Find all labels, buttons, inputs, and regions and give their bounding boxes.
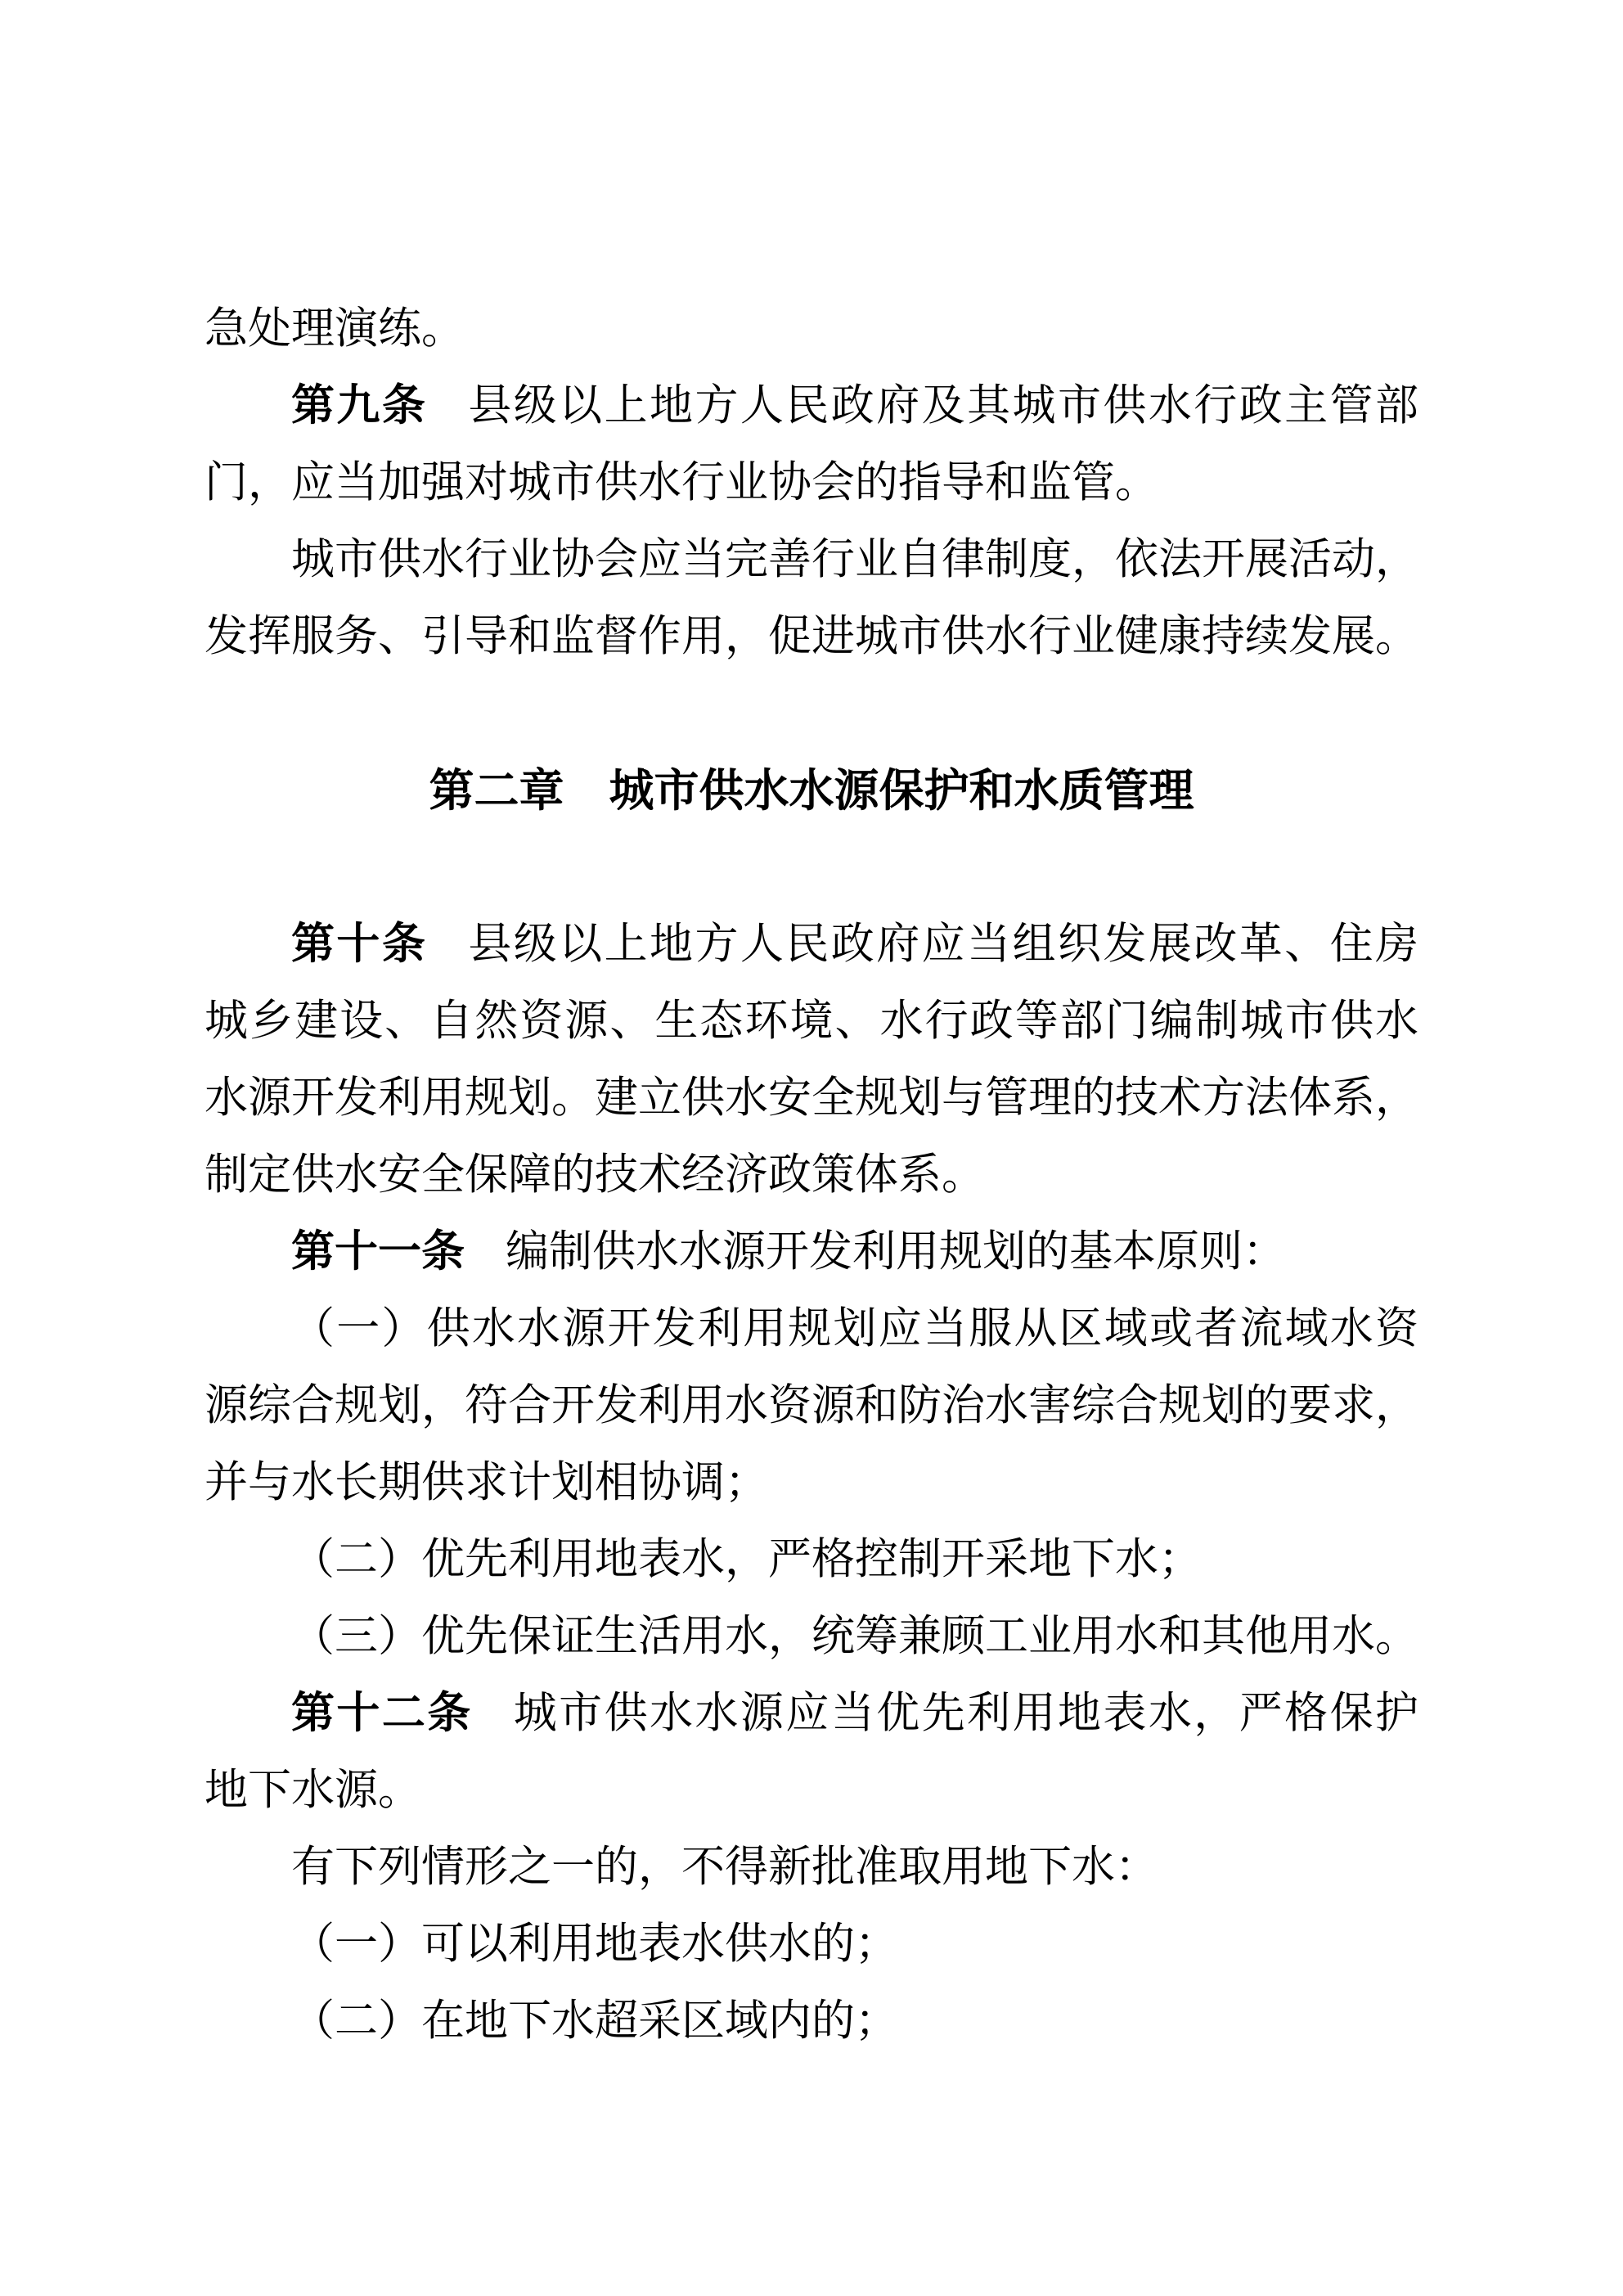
text-line: [205, 1137, 1418, 1213]
line-text: 城市供水行业协会应当完善行业自律制度，依法开展活动，: [291, 536, 1418, 583]
chapter-heading: [205, 752, 1418, 829]
text-line: [205, 598, 1418, 675]
line-text: 源综合规划，符合开发利用水资源和防治水害综合规划的要求，: [205, 1382, 1418, 1429]
line-text: （一）供水水源开发利用规划应当服从区域或者流域水资: [291, 1305, 1418, 1353]
text-line: [205, 1675, 1418, 1752]
line-text: （一）可以利用地表水供水的；: [291, 1920, 898, 1968]
article-number-label: 第十二条: [291, 1689, 473, 1737]
text-line: [205, 367, 1418, 444]
text-line: [205, 1906, 1418, 1983]
line-text: 县级以上地方人民政府及其城市供水行政主管部: [468, 382, 1419, 430]
line-text: 县级以上地方人民政府应当组织发展改革、住房: [468, 921, 1419, 968]
article-number-label: 第九条: [291, 381, 428, 430]
text-line: [205, 1752, 1418, 1829]
text-line: [205, 983, 1418, 1060]
line-text: 制定供水安全保障的技术经济政策体系。: [205, 1151, 985, 1199]
text-line: [205, 1829, 1418, 1906]
article-number-label: 第十条: [291, 920, 428, 968]
text-line: [205, 1290, 1418, 1367]
chapter-title-text: 第二章 城市供水水源保护和水质管理: [429, 765, 1194, 816]
line-text: 发挥服务、引导和监督作用，促进城市供水行业健康持续发展。: [205, 613, 1418, 660]
line-text: （三）优先保证生活用水，统筹兼顾工业用水和其他用水。: [291, 1613, 1418, 1660]
text-line: [205, 290, 1418, 367]
text-line: [205, 1598, 1418, 1675]
line-text: 门，应当加强对城市供水行业协会的指导和监管。: [205, 459, 1158, 506]
line-text: （二）优先利用地表水，严格控制开采地下水；: [291, 1536, 1202, 1583]
line-text: 急处理演练。: [205, 305, 465, 353]
line-text: 城市供水水源应当优先利用地表水，严格保护: [513, 1690, 1419, 1737]
line-text: 城乡建设、自然资源、生态环境、水行政等部门编制城市供水: [205, 997, 1418, 1045]
text-line: [205, 444, 1418, 521]
line-text: （二）在地下水超采区域内的；: [291, 1997, 898, 2045]
line-text: 有下列情形之一的，不得新批准取用地下水：: [291, 1844, 1158, 1891]
line-text: 并与水长期供求计划相协调；: [205, 1459, 768, 1506]
text-line: [205, 1367, 1418, 1444]
document-body: [205, 290, 1418, 2060]
line-text: 地下水源。: [205, 1767, 421, 1814]
line-text: 水源开发利用规划。建立供水安全规划与管理的技术方法体系，: [205, 1074, 1418, 1122]
line-text: 编制供水水源开发利用规划的基本原则：: [506, 1228, 1286, 1276]
text-line: [205, 1983, 1418, 2060]
text-line: [205, 906, 1418, 983]
text-line: [205, 1060, 1418, 1137]
article-number-label: 第十一条: [291, 1227, 465, 1276]
text-line: [205, 521, 1418, 598]
text-line: [205, 1521, 1418, 1598]
text-line: [205, 1213, 1418, 1290]
text-line: [205, 1444, 1418, 1521]
